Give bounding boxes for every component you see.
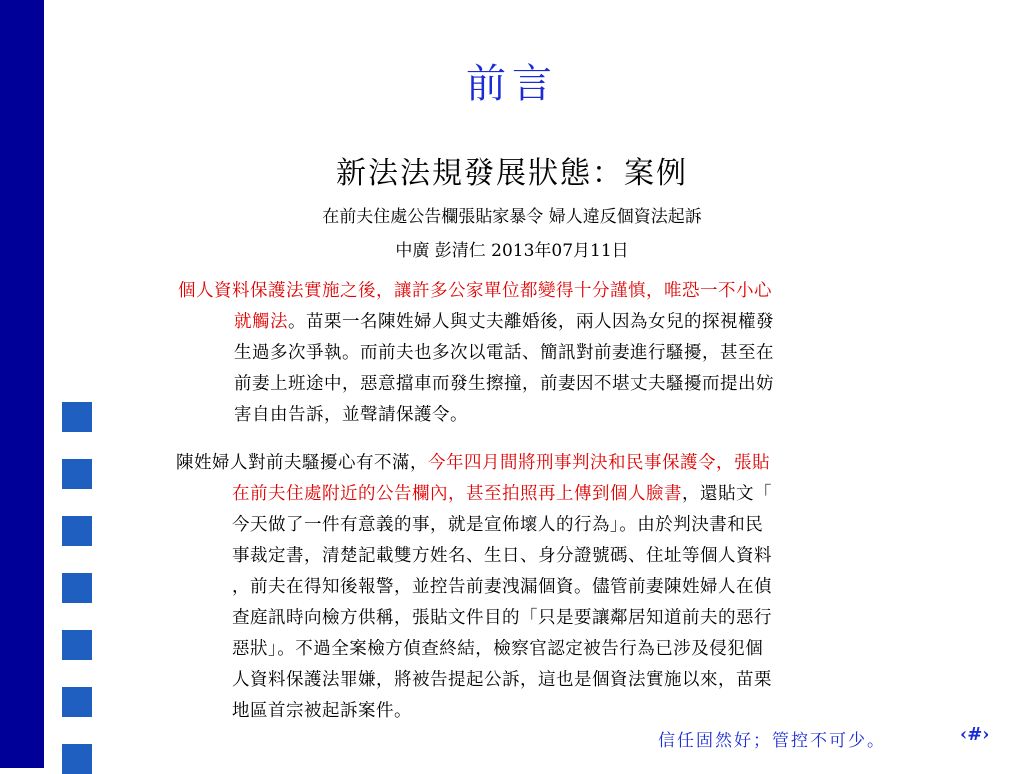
paragraph-2 — [176, 448, 936, 727]
body-text: 。苗栗一名陳姓婦人與丈夫離婚後，兩人因為女兒的探視權發 — [288, 312, 774, 332]
highlighted-text: 個人資料保護法實施之後，讓許多公家單位都變得十分謹慎，唯恐一不小心 — [178, 281, 772, 301]
body-text: 陳姓婦人對前夫騷擾心有不滿， — [176, 453, 428, 473]
paragraph-line: ，前夫在得知後報警，並控告前妻洩漏個資。儘管前妻陳姓婦人在偵 — [232, 577, 772, 597]
decorative-square — [62, 402, 92, 432]
paragraph-line — [178, 307, 938, 338]
page-number: ‹#› — [960, 724, 990, 745]
paragraph-line — [178, 276, 938, 307]
slide-title: 前言 — [466, 61, 558, 107]
slide-subtitle: 新法法規發展狀態：案例 — [336, 156, 688, 191]
news-headline: 在前夫住處公告欄張貼家暴令 婦人違反個資法起訴 — [322, 207, 702, 227]
body-text: ，還貼文「 — [682, 484, 772, 504]
paragraph-line: 生過多次爭執。而前夫也多次以電話、簡訊對前妻進行騷擾，甚至在 — [234, 343, 774, 363]
paragraph-line: 害自由告訴，並聲請保護令。 — [234, 405, 468, 425]
decorative-square — [62, 630, 92, 660]
decorative-square — [62, 744, 92, 774]
footer-slogan: 信任固然好；管控不可少。 — [658, 731, 886, 751]
left-accent-bar — [0, 0, 44, 768]
paragraph-line: 惡狀」。不過全案檢方偵查終結，檢察官認定被告行為已涉及侵犯個 — [232, 639, 764, 659]
highlighted-text: 今年四月間將刑事判決和民事保護令，張貼 — [428, 453, 770, 473]
decorative-square — [62, 573, 92, 603]
paragraph-line: 今天做了一件有意義的事，就是宣佈壞人的行為」。由於判決書和民 — [232, 515, 764, 535]
paragraph-line: 地區首宗被起訴案件。 — [232, 701, 412, 721]
decorative-square — [62, 687, 92, 717]
highlighted-text: 在前夫住處附近的公告欄內，甚至拍照再上傳到個人臉書 — [232, 484, 682, 504]
highlighted-text: 就觸法 — [234, 312, 288, 332]
decorative-square — [62, 459, 92, 489]
paragraph-line — [176, 479, 936, 510]
paragraph-line: 事裁定書，清楚記載雙方姓名、生日、身分證號碼、住址等個人資料 — [232, 546, 772, 566]
paragraph-line: 前妻上班途中，惡意擋車而發生擦撞，前妻因不堪丈夫騷擾而提出妨 — [234, 374, 774, 394]
paragraph-line — [176, 448, 936, 479]
paragraph-1 — [178, 276, 938, 431]
paragraph-line: 人資料保護法罪嫌，將被告提起公訴，這也是個資法實施以來，苗栗 — [232, 670, 772, 690]
news-byline: 中廣 彭清仁 2013年07月11日 — [395, 241, 629, 261]
paragraph-line: 查庭訊時向檢方供稱，張貼文件目的「只是要讓鄰居知道前夫的惡行 — [232, 608, 772, 628]
decorative-square — [62, 516, 92, 546]
